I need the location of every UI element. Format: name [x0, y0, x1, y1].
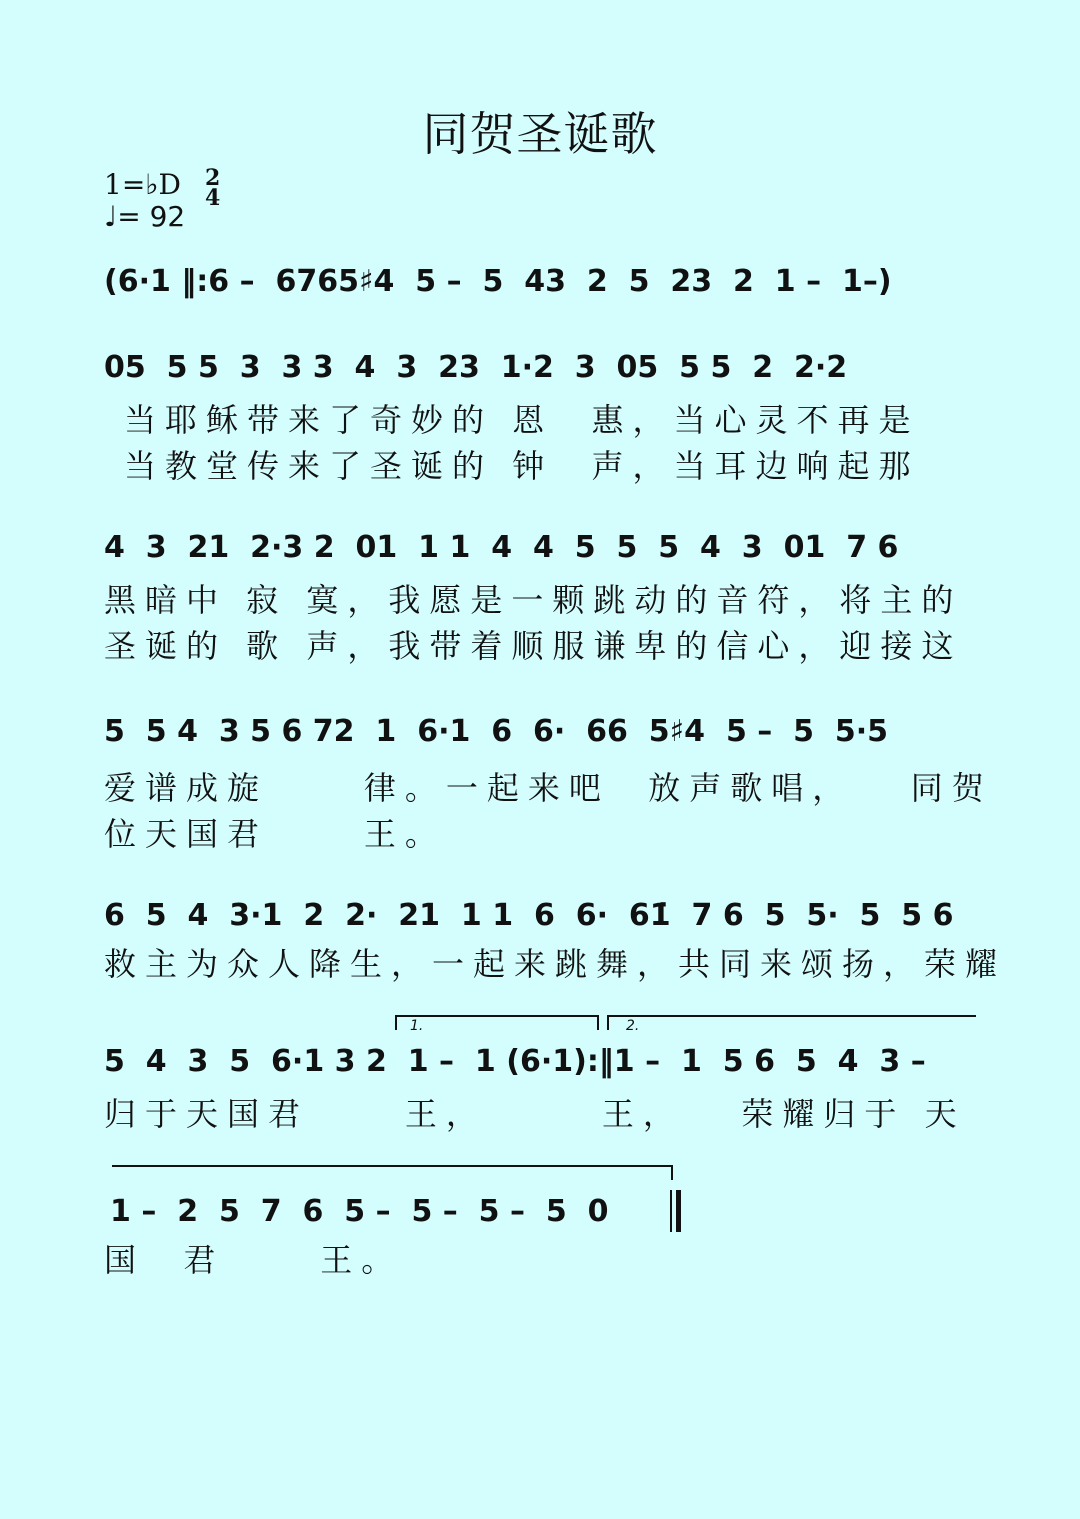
song-title: 同贺圣诞歌	[422, 107, 658, 161]
notes-line-6: 5 4 3 5 6·1 3 2 1 – 1 (6·1):‖1 – 1 5 6 5 4 3 –	[104, 1044, 926, 1079]
volta-2-bracket	[608, 1016, 976, 1030]
time-signature	[205, 165, 221, 211]
lyrics-line-3-verse-1: 黑暗中 寂 寞，我愿是一颗跳动的音符，将主的	[104, 581, 963, 619]
notes-line-5: 6 5 4 3·1 2 2· 21 1 1 6 6· 61̇ 7 6 5 5· 5 5 6	[104, 898, 954, 933]
notes-line-1: (6·1 ‖:6 – 6765♯4 5 – 5 43 2 5 23 2 1 – 1–)	[104, 264, 892, 299]
time-signature-bottom: 4	[205, 185, 221, 211]
time-signature-top: 2	[205, 165, 221, 191]
volta-1-label: 1.	[410, 1018, 424, 1034]
volta-2-continuation	[112, 1166, 672, 1180]
final-barline	[676, 1190, 681, 1232]
notes-line-7: 1 – 2 5 7 6 5 – 5 – 5 – 5 0	[110, 1194, 609, 1229]
notes-line-2: 05 5 5 3 3 3 4 3 23 1·2 3 05 5 5 2 2·2	[104, 350, 848, 385]
lyrics-line-7-verse-1: 国 君 王。	[104, 1241, 403, 1279]
key-signature: 1=♭D	[104, 168, 181, 201]
notes-line-4: 5 5 4 3 5 6 72 1 6·1 6 6· 66 5♯4 5 – 5 5·5	[104, 714, 889, 749]
lyrics-line-5-verse-1: 救主为众人降生，一起来跳舞，共同来颂扬，荣耀	[104, 945, 1007, 983]
tempo-marking: ♩= 92	[104, 200, 186, 233]
final-barline-thin	[670, 1190, 672, 1232]
notes-line-3: 4 3 21 2·3 2 01 1 1 4 4 5 5 5 4 3 01 7 6	[104, 530, 899, 565]
lyrics-line-2-verse-1: 当耶稣带来了奇妙的 恩 惠，当心灵不再是	[124, 401, 920, 439]
lyrics-line-3-verse-2: 圣诞的 歌 声，我带着顺服谦卑的信心，迎接这	[104, 627, 963, 665]
lyrics-line-4-verse-1: 爱谱成旋 律。一起来吧 放声歌唱， 同贺	[104, 769, 993, 807]
volta-2-label: 2.	[626, 1018, 640, 1034]
volta-1-bracket	[396, 1016, 598, 1030]
lyrics-line-2-verse-2: 当教堂传来了圣诞的 钟 声，当耳边响起那	[124, 447, 920, 485]
lyrics-line-6-verse-1: 归于天国君 王， 王， 荣耀归于 天	[104, 1095, 966, 1133]
lyrics-line-4-verse-2: 位天国君 王。	[104, 815, 446, 853]
